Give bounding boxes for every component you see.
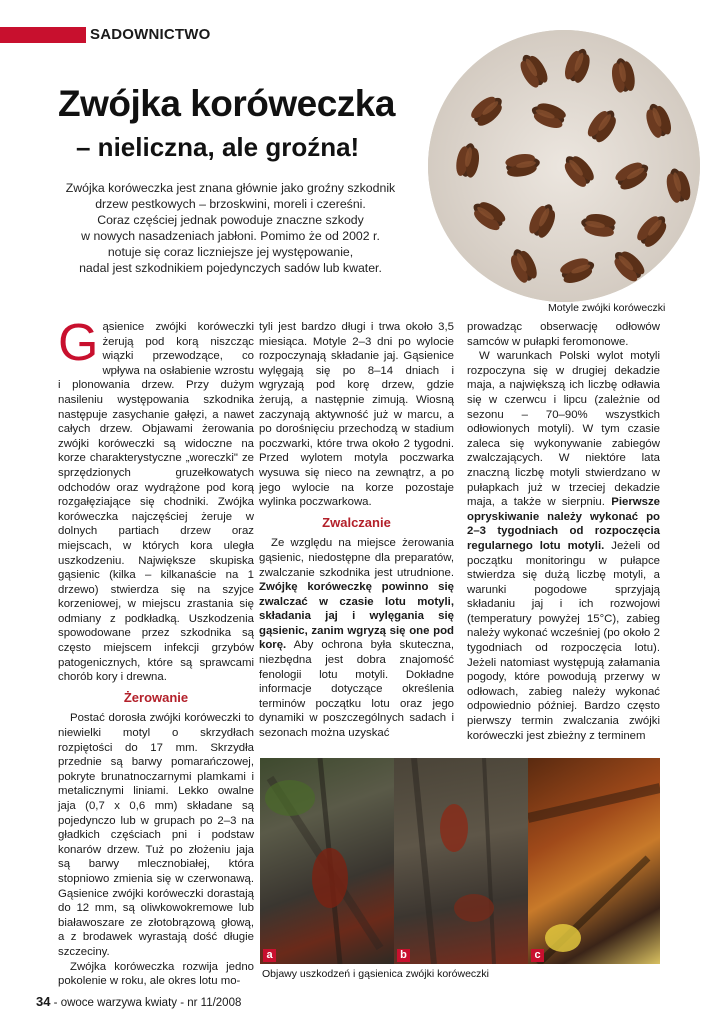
- intro-text: ąsienice zwójki koróweczki żerują pod korą niszcząc wiązki przewodzące, co wpływa na osłabienie wzrostu i plonowania drzew. Przy dużym nasileniu występowania szkodnika następuje zasychanie gałęzi, a nawet całych drzew. Objawami żerowania zwójki koróweczki są widoczne na korze charakterystyczne „woreczki" ze sprzędzionych gruzełkowatych odchodów oraz wydrążone pod korą rozgałęziające się chodniki. Zwójka koróweczka najczęściej żeruje w dolnych partiach drzew oraz miejscach, w których kora uległa uszkodzeniu. Największe skupiska gąsienic (kilka – kilkanaście na 1 drzewo) stwierdza się na szyjce korzeniowej, w miejscu zrastania się odmiany z podkładką. Uszkodzenia spowodowane przez szkodnika są często miejscem infekcji grzybów patogenicznych, które są sprawcami chorób kory i drewna.: [58, 321, 254, 684]
- column-1: [58, 314, 254, 989]
- paragraph: Postać dorosła zwójki koróweczki to niewielki motyl o skrzydłach rozpiętości do 17 mm. Skrzydła przednie są barwy pomarańczowej, pokryte brunatnoczarnymi plamkami i metalicznymi liniami. Lekko owalne jaja (0,7 x 0,6 mm) składane są pojedynczo lub w grupach po 2–3 na gładkich częściach pni i podstaw konarów drzew. Tuż po złożeniu jaja są barwy mlecznobiałej, która stopniowo zmienia się w czerwonawą. Gąsienice zwójki koróweczki dorastają do 12 mm, są oliwkowokremowe lub białawoszare ze złotobrązową głową, a z brodawek wyrastają dość długie szczeciny.: [58, 712, 254, 958]
- bold-text-run: Zwójkę koróweczkę powinno się zwalczać w czasie lotu motyli, składania jaj i wylęgania się gąsienic, zanim wgryzą się one pod korę.: [259, 581, 454, 652]
- intro-paragraph: [58, 314, 254, 685]
- photo-c: [528, 758, 660, 964]
- footer-text: - owoce warzywa kwiaty - nr 11/2008: [53, 997, 242, 1009]
- photo-letter-b: b: [397, 949, 410, 962]
- bark-texture-a: [260, 758, 394, 964]
- article-subtitle: – nieliczna, ale groźna!: [76, 132, 360, 162]
- lead-line: notuje się coraz liczniejsze jej występowanie,: [107, 245, 354, 259]
- page-footer: [36, 994, 241, 1009]
- section-label: SADOWNICTWO: [86, 24, 217, 45]
- lead-line: drzew pestkowych – brzoskwini, moreli i czereśni.: [95, 197, 366, 211]
- text-run: Aby ochrona była skuteczna, niezbędna jest dobra znajomość fenologii lotu motyli. Dokładne informacje dotyczące określenia terminów początku lotu oraz jego dynamiki w poszczególnych sadach i sezonach można uzyskać: [259, 639, 454, 740]
- damage-photos: [260, 758, 660, 964]
- text-run: Jeżeli od początku monitoringu w pułapce stwierdza się dużą liczbę motyli, a warunki pogodowe sprzyjają składaniu jaj i ich rozwojowi (temperatury powyżej 15°C), zabieg należy wykonać wcześniej (po około 2 tygodniach od rozpoczęcia lotu). Jeżeli natomiast występują załamania pogody, które powodują przerwy w odłowach, zabieg należy wykonać odpowiednio później. Bardzo często pierwszy termin zwalczania zwójki koróweczki jest zbieżny z terminem: [467, 539, 660, 742]
- text-run: W warunkach Polski wylot motyli rozpoczyna się w drugiej dekadzie maja, a największą ich liczbę odławia się w czerwcu i lipcu (zależnie od sezonu – 70–90% wszystkich odłowionych motyli). W tym czasie zaleca się wykonywanie zabiegów zwalczających. W niektóre lata znaczną liczbę motyli stwierdzano w pułapkach już w trzeciej dekadzie maja, a także w sierpniu.: [467, 350, 660, 509]
- lead-line: Zwójka koróweczka jest znana głównie jako groźny szkodnik: [65, 181, 396, 195]
- photo-letter-a: a: [263, 949, 276, 962]
- paragraph: prowadząc obserwację odłowów samców w pułapki feromonowe.: [467, 321, 660, 348]
- bark-texture-b: [394, 758, 528, 964]
- article-lead: [58, 180, 403, 276]
- bark-texture-c: [528, 758, 660, 964]
- photo-a: [260, 758, 394, 964]
- lead-line: nadal jest szkodnikiem pojedynczych sadów lub kwater.: [79, 261, 382, 275]
- column-3: [467, 320, 660, 743]
- photo-letter-c: c: [531, 949, 544, 962]
- paragraph: [259, 536, 454, 740]
- column-2: [259, 320, 454, 741]
- dropcap: G: [58, 314, 99, 372]
- bold-text-run: Pierwsze opryskiwanie należy wykonać po 2–3 tygodniach od rozpoczęcia regularnego lotu motyli.: [467, 496, 660, 552]
- text-run: Ze względu na miejsce żerowania gąsienic, niedostępne dla preparatów, zwalczanie szkodnika jest utrudnione.: [259, 537, 454, 579]
- article-title: Zwójka koróweczka: [58, 83, 395, 124]
- page-number: 34: [36, 994, 51, 1009]
- photo-b: [394, 758, 528, 964]
- moths-photo: [428, 30, 700, 302]
- moths-illustration: [428, 30, 700, 302]
- section-heading-zwalczanie: Zwalczanie: [322, 514, 391, 530]
- paragraph: Zwójka koróweczka rozwija jedno pokolenie w roku, ale okres lotu mo-: [58, 960, 254, 988]
- photos-caption: Objawy uszkodzeń i gąsienica zwójki koróweczki: [262, 968, 490, 980]
- lead-line: w nowych nasadzeniach jabłoni. Pomimo że od 2002 r.: [81, 229, 380, 243]
- lead-line: Coraz częściej jednak powoduje znaczne szkody: [97, 213, 364, 227]
- section-heading-zerowanie: Żerowanie: [123, 689, 189, 705]
- moths-caption: Motyle zwójki koróweczki: [548, 302, 666, 314]
- paragraph: tyli jest bardzo długi i trwa około 3,5 miesiąca. Motyle 2–3 dni po wylocie rozpoczynają składanie jaj. Gąsienice wylęgają się po 8–14 dniach i wgryzają pod korę drzew, gdzie żerują, a następnie zimują. Wiosną zaczynają aktywność już w marcu, a po dorośnięciu przechodzą w stadium poczwarki, które trwa około 2 tygodni. Przed wylotem motyla poczwarka wysuwa się nieco na zewnątrz, a po jego wylocie na korze pozostaje wylinka poczwarkowa.: [259, 321, 454, 509]
- paragraph: [467, 349, 660, 743]
